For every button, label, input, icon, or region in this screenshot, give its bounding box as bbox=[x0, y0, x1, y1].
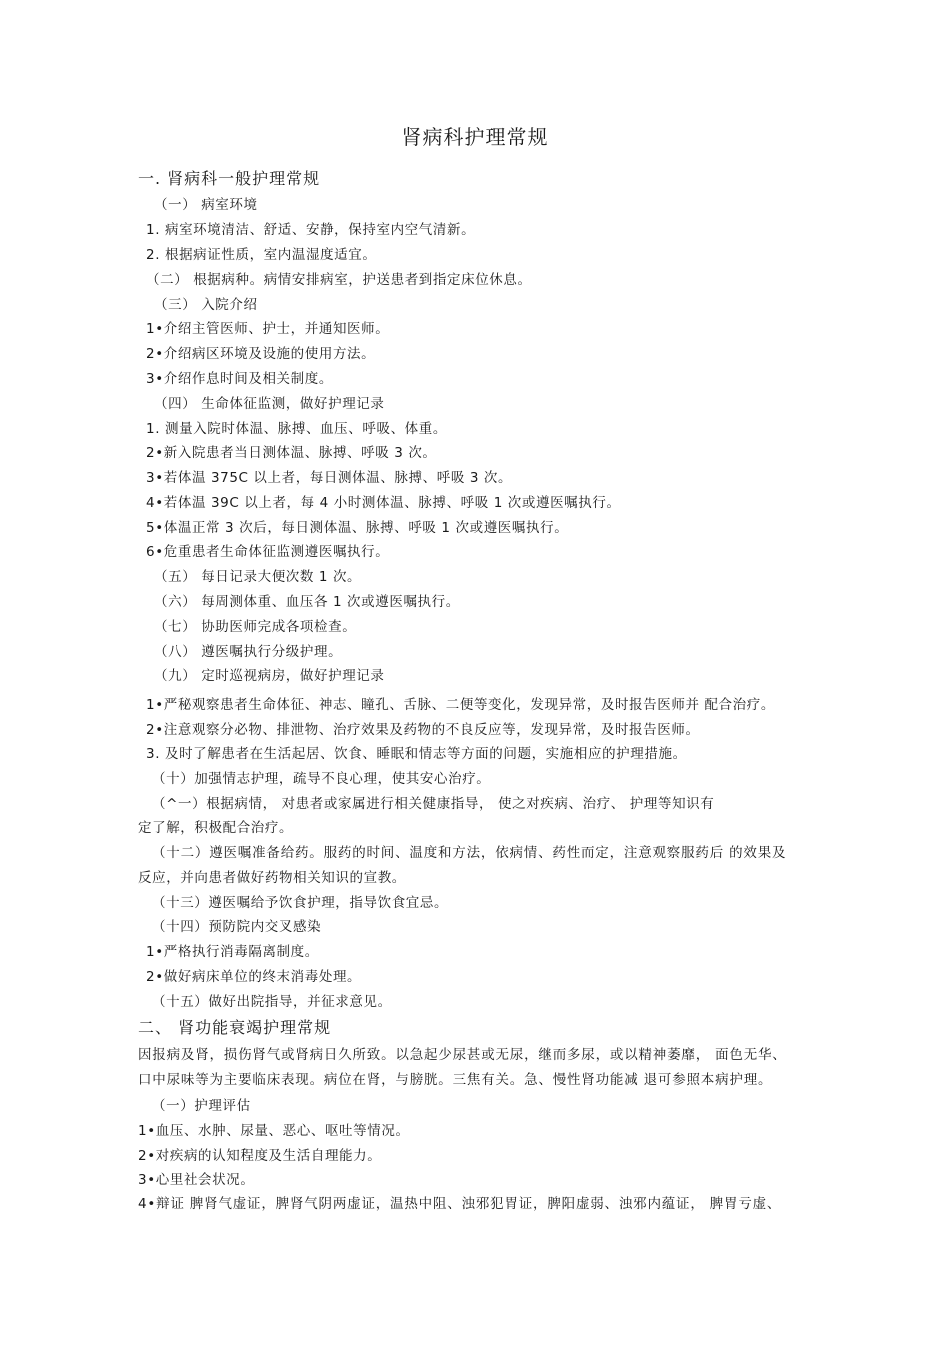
text-line: （一） 病室环境 bbox=[154, 197, 258, 213]
text-line: 3. 及时了解患者在生活起居、饮食、睡眠和情志等方面的问题，实施相应的护理措施。 bbox=[146, 746, 687, 762]
text-line: 2. 根据病证性质，室内温湿度适宜。 bbox=[146, 247, 377, 263]
text-line: 1•严秘观察患者生命体征、神志、瞳孔、舌脉、二便等变化，发现异常，及时报告医师并 配合治疗。 bbox=[146, 697, 775, 713]
text-line: 2•做好病床单位的终末消毒处理。 bbox=[146, 969, 362, 985]
text-line: （六） 每周测体重、血压各 1 次或遵医嘱执行。 bbox=[154, 594, 460, 610]
text-line: （十四）预防院内交叉感染 bbox=[152, 919, 322, 935]
text-line: 2•注意观察分必物、排泄物、治疗效果及药物的不良反应等，发现异常，及时报告医师。 bbox=[146, 722, 700, 738]
text-line: （十）加强情志护理，疏导不良心理，使其安心治疗。 bbox=[152, 771, 491, 787]
text-line: 定了解，积极配合治疗。 bbox=[138, 820, 294, 836]
text-line: 因报病及肾，损伤肾气或肾病日久所致。以急起少尿甚或无尿，继而多尿，或以精神萎靡， 面色无华、 bbox=[138, 1047, 787, 1063]
text-line: 1. 病室环境清洁、舒适、安静，保持室内空气清新。 bbox=[146, 222, 476, 238]
text-line: （九） 定时巡视病房，做好护理记录 bbox=[154, 668, 385, 684]
text-line: 6•危重患者生命体征监测遵医嘱执行。 bbox=[146, 544, 390, 560]
text-line: 4•辩证 脾肾气虚证，脾肾气阴两虚证，温热中阻、浊邪犯胃证，脾阳虚弱、浊邪内蕴证， 脾胃亏虚、 bbox=[138, 1196, 782, 1212]
text-line: 2•对疾病的认知程度及生活自理能力。 bbox=[138, 1148, 382, 1164]
text-line: 4•若体温 39C 以上者，每 4 小时测体温、脉搏、呼吸 1 次或遵医嘱执行。 bbox=[146, 495, 621, 511]
text-line: （十五）做好出院指导，并征求意见。 bbox=[152, 994, 392, 1010]
text-line: （四） 生命体征监测，做好护理记录 bbox=[154, 396, 385, 412]
text-line: （一）护理评估 bbox=[152, 1098, 251, 1114]
text-line: 2•介绍病区环境及设施的使用方法。 bbox=[146, 346, 376, 362]
text-line: （十三）遵医嘱给予饮食护理，指导饮食宜忌。 bbox=[152, 895, 449, 911]
page-title: 肾病科护理常规 bbox=[401, 125, 549, 149]
text-line: 3•心里社会状况。 bbox=[138, 1172, 255, 1188]
text-line: 反应，并向患者做好药物相关知识的宣教。 bbox=[138, 870, 406, 886]
text-line: （三） 入院介绍 bbox=[154, 297, 258, 313]
text-line: 1•介绍主管医师、护士，并通知医师。 bbox=[146, 321, 390, 337]
text-line: （七） 协助医师完成各项检查。 bbox=[154, 619, 357, 635]
text-line: 1•严格执行消毒隔离制度。 bbox=[146, 944, 319, 960]
text-line: （八） 遵医嘱执行分级护理。 bbox=[154, 644, 343, 660]
text-line: （^一）根据病情， 对患者或家属进行相关健康指导， 使之对疾病、治疗、 护理等知识有 bbox=[152, 796, 715, 812]
text-line: 口中尿味等为主要临床表现。病位在肾，与膀胱。三焦有关。急、慢性肾功能减 退可参照本病护理。 bbox=[138, 1072, 773, 1088]
section-heading: 二、 肾功能衰竭护理常规 bbox=[138, 1018, 332, 1037]
text-line: 1•血压、水肿、尿量、恶心、呕吐等情况。 bbox=[138, 1123, 410, 1139]
text-line: 5•体温正常 3 次后，每日测体温、脉搏、呼吸 1 次或遵医嘱执行。 bbox=[146, 520, 569, 536]
text-line: （十二）遵医嘱准备给药。服药的时间、温度和方法，依病情、药性而定，注意观察服药后 的效果及 bbox=[152, 845, 787, 861]
text-line: 3•若体温 375C 以上者，每日测体温、脉搏、呼吸 3 次。 bbox=[146, 470, 513, 486]
text-line: 2•新入院患者当日测体温、脉搏、呼吸 3 次。 bbox=[146, 445, 437, 461]
text-line: （五） 每日记录大便次数 1 次。 bbox=[154, 569, 362, 585]
text-line: 1. 测量入院时体温、脉搏、血压、呼吸、体重。 bbox=[146, 421, 447, 437]
text-line: 3•介绍作息时间及相关制度。 bbox=[146, 371, 333, 387]
text-line: （二） 根据病种。病情安排病室，护送患者到指定床位休息。 bbox=[146, 272, 532, 288]
section-heading: 一. 肾病科一般护理常规 bbox=[138, 169, 321, 188]
